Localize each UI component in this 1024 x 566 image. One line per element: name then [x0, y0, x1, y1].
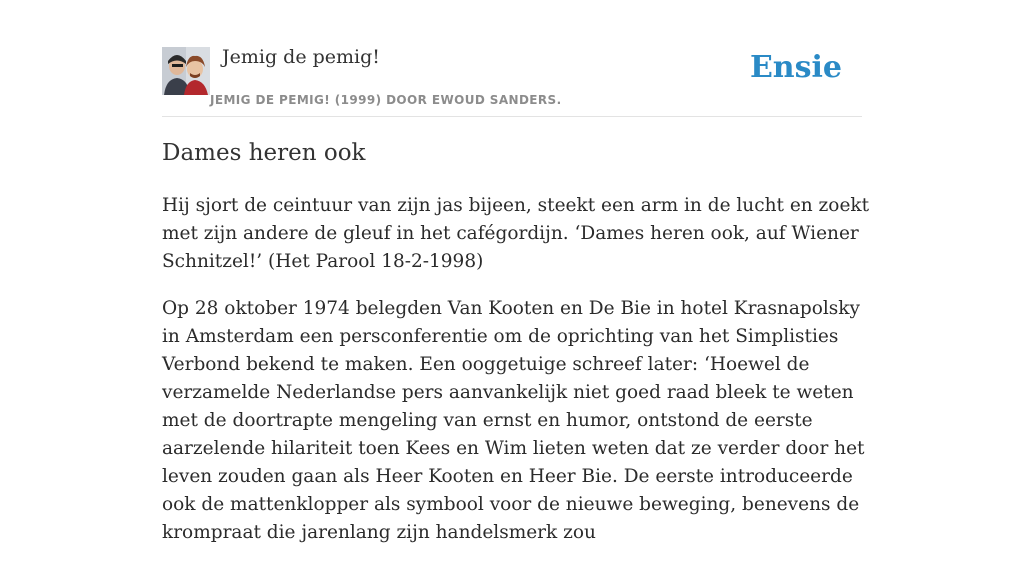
article-body: [162, 192, 874, 566]
article-paragraph: Op 28 oktober 1974 belegden Van Kooten en De Bie in hotel Krasnapolsky in Amsterdam een persconferentie om de oprichting van het Simplisties Verbond bekend te maken. Een ooggetuige schreef later: ‘Hoewel de verzamelde Nederlandse pers aanvankelijk niet goed raad bleek te weten met de doortrapte mengeling van ernst en humor, ontstond de eerste aarzelende hilariteit toen Kees en Wim lieten weten dat ze verder door het leven zouden gaan als Heer Kooten en Heer Bie. De eerste introduceerde ook de mattenklopper als symbool voor de nieuwe beweging, benevens de krompraat die jarenlang zijn handelsmerk zou: [162, 298, 865, 543]
book-cover-avatar-icon: [162, 47, 210, 95]
ensie-logo-link[interactable]: Ensie: [749, 50, 842, 85]
article-paragraph: Hij sjort de ceintuur van zijn jas bijeen, steekt een arm in de lucht en zoekt met zijn andere de gleuf in het cafégordijn. ‘Dames heren ook, auf Wiener Schnitzel!’ (Het Parool 18-2-1998): [162, 195, 870, 272]
book-avatar[interactable]: [162, 47, 210, 95]
book-meta: JEMIG DE PEMIG! (1999) DOOR EWOUD SANDERS.: [210, 93, 562, 107]
book-title-link[interactable]: Jemig de pemig!: [222, 46, 380, 68]
article-title: Dames heren ook: [162, 140, 366, 166]
header: [162, 44, 862, 117]
